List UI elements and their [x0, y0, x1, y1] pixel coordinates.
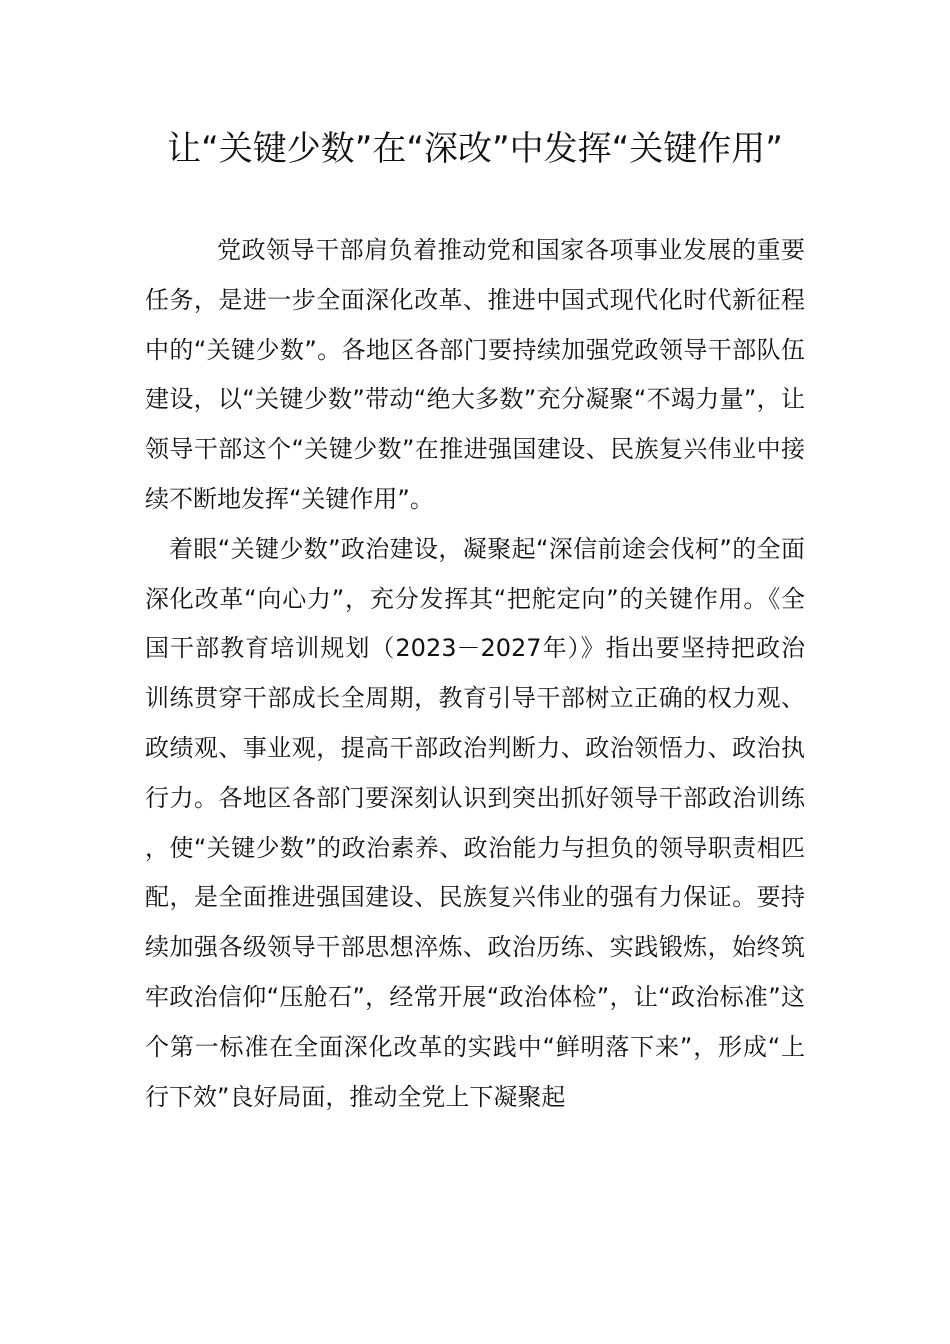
- document-body: [145, 226, 805, 1122]
- paragraph-2: 着眼“关键少数”政治建设，凝聚起“深信前途会伐柯”的全面深化改革“向心力”，充分发挥其“把舵定向”的关键作用。《全国干部教育培训规划（2023－2027年）》指出要坚持把政治训练贯穿干部成长全周期，教育引导干部树立正确的权力观、政绩观、事业观，提高干部政治判断力、政治领悟力、政治执行力。各地区各部门要深刻认识到突出抓好领导干部政治训练，使“关键少数”的政治素养、政治能力与担负的领导职责相匹配，是全面推进强国建设、民族复兴伟业的强有力保证。要持续加强各级领导干部思想淬炼、政治历练、实践锻炼，始终筑牢政治信仰“压舱石”，经常开展“政治体检”，让“政治标准”这个第一标准在全面深化改革的实践中“鲜明落下来”，形成“上行下效”良好局面，推动全党上下凝聚起: [145, 534, 805, 1111]
- document-title: 让“关键少数”在“深改”中发挥“关键作用”: [167, 129, 783, 169]
- paragraph-1: 党政领导干部肩负着推动党和国家各项事业发展的重要任务，是进一步全面深化改革、推进中国式现代化时代新征程中的“关键少数”。各地区各部门要持续加强党政领导干部队伍建设，以“关键少数”带动“绝大多数”充分凝聚“不竭力量”，让领导干部这个“关键少数”在推进强国建设、民族复兴伟业中接续不断地发挥“关键作用”。: [145, 236, 805, 513]
